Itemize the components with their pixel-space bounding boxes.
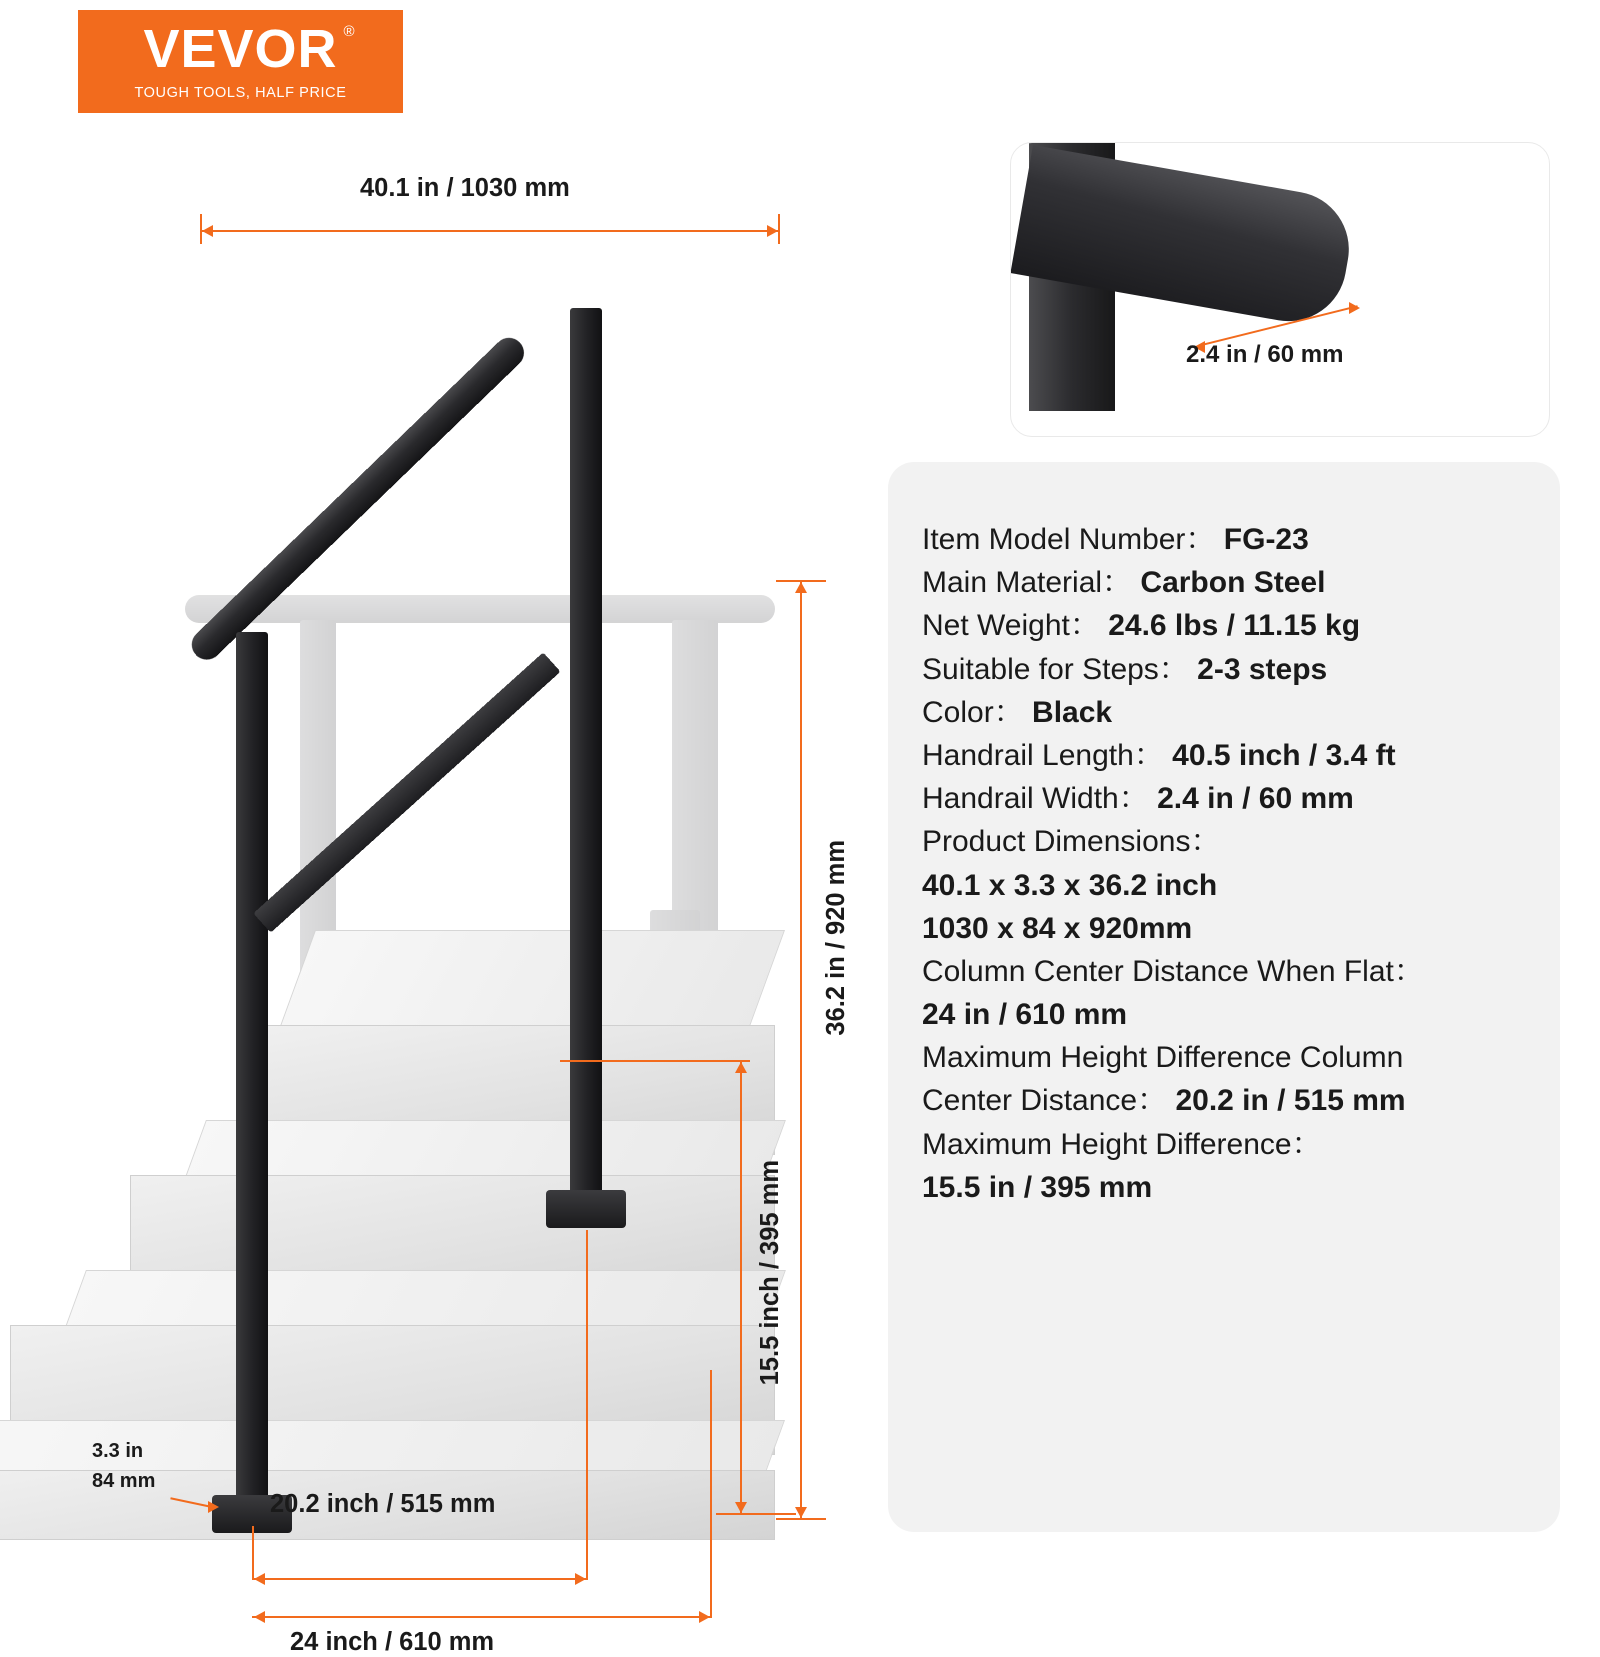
dimension-arrow-total-up [795,582,807,593]
dimension-arrow-handrail-width-right [1349,302,1360,314]
spec-value: 40.1 x 3.3 x 36.2 inch [922,868,1218,902]
spec-row [888,604,1560,647]
spec-value: 2-3 steps [1197,652,1328,686]
spec-value: Carbon Steel [1140,566,1326,600]
spec-label: Product Dimensions： [922,825,1221,859]
dimension-label-column-center-sloped: 20.2 inch / 515 mm [270,1490,496,1518]
post-right [570,308,602,1218]
post-right-base [546,1190,626,1228]
dimension-arrow-hd-down [735,1502,747,1513]
dimension-tick-610-right [710,1370,712,1618]
dimension-arrow-hd-up [735,1062,747,1073]
dimension-tick-515-left [252,1526,254,1580]
dimension-tick-hd-top [560,1060,750,1062]
spec-row [888,561,1560,604]
spec-row [888,950,1560,993]
spec-row [888,864,1560,907]
dimension-arrow-515-right [575,1573,586,1585]
spec-row [888,518,1560,561]
dimension-tick-515-right [586,1230,588,1580]
spec-label: Color： [922,695,1024,729]
spec-value: 20.2 in / 515 mm [1175,1084,1406,1118]
dimension-line-515 [252,1578,588,1580]
spec-row [888,1079,1560,1122]
dimension-label-post-base-line2: 84 mm [92,1470,156,1492]
dimension-label-post-base-line1: 3.3 in [92,1440,144,1462]
dimension-arrow-left [202,225,213,237]
specification-panel [888,462,1560,1532]
spec-row [888,691,1560,734]
dimension-line-610 [252,1616,712,1618]
brand-name-text: VEVOR [143,19,338,79]
stair-tread-1 [64,1270,786,1330]
spec-value: Black [1032,695,1113,729]
spec-label: Net Weight： [922,609,1100,643]
spec-label: Center Distance： [922,1084,1168,1118]
spec-row [888,734,1560,777]
spec-label: Main Material： [922,566,1133,600]
registered-trademark-icon: ® [343,23,356,40]
dimension-tick-hd-bottom [716,1513,796,1515]
stair-tread-3 [275,930,785,1040]
dimension-line-total-height [800,580,802,1520]
handrail-end-cap-illustration [1011,143,1549,436]
dimension-label-total-height: 36.2 in / 920 mm [822,840,850,1036]
spec-value: 15.5 in / 395 mm [922,1170,1153,1204]
brand-name [143,19,356,79]
spec-row [888,777,1560,820]
handrail-detail-card [1010,142,1550,437]
dimension-arrow-right [767,225,778,237]
spec-value: 40.5 inch / 3.4 ft [1172,738,1396,772]
spec-label: Handrail Width： [922,782,1149,816]
dimension-line-height-difference [740,1060,742,1515]
spec-row [888,1166,1560,1209]
dimension-label-handrail-width: 2.4 in / 60 mm [1186,341,1344,368]
brand-tagline: TOUGH TOOLS, HALF PRICE [134,85,347,101]
brand-logo [78,10,403,113]
spec-row [888,1036,1560,1079]
post-left [236,632,268,1522]
spec-label: Maximum Height Difference Column [922,1041,1404,1075]
dimension-label-column-center-flat: 24 inch / 610 mm [290,1628,495,1656]
dimension-arrow-610-right [699,1611,710,1623]
specification-list [888,518,1560,1209]
spec-label: Maximum Height Difference： [922,1127,1322,1161]
product-diagram [0,120,880,1656]
spec-row [888,907,1560,950]
dimension-arrow-610-left [254,1611,265,1623]
spec-row [888,993,1560,1036]
stair-tread-2 [184,1120,786,1180]
dimension-arrow-515-left [254,1573,265,1585]
dimension-label-top-width: 40.1 in / 1030 mm [360,174,570,202]
spec-value: 24 in / 610 mm [922,998,1128,1032]
dimension-tick-total-bottom [776,1518,826,1520]
dimension-line-top-width [200,230,780,232]
spec-row [888,820,1560,863]
spec-row [888,1123,1560,1166]
spec-label: Suitable for Steps： [922,652,1189,686]
spec-label: Column Center Distance When Flat： [922,954,1424,988]
spec-row [888,648,1560,691]
dimension-arrow-total-down [795,1507,807,1518]
spec-label: Handrail Length： [922,738,1164,772]
dimension-label-height-difference: 15.5 inch / 395 mm [756,1160,784,1386]
spec-value: 24.6 lbs / 11.15 kg [1108,609,1361,643]
spec-label: Item Model Number： [922,523,1216,556]
dimension-arrow-post-base [208,1501,219,1513]
dimension-tick-right [778,214,780,244]
spec-value: 1030 x 84 x 920mm [922,911,1193,945]
spec-value: 2.4 in / 60 mm [1157,782,1354,816]
spec-value: FG-23 [1223,523,1309,556]
